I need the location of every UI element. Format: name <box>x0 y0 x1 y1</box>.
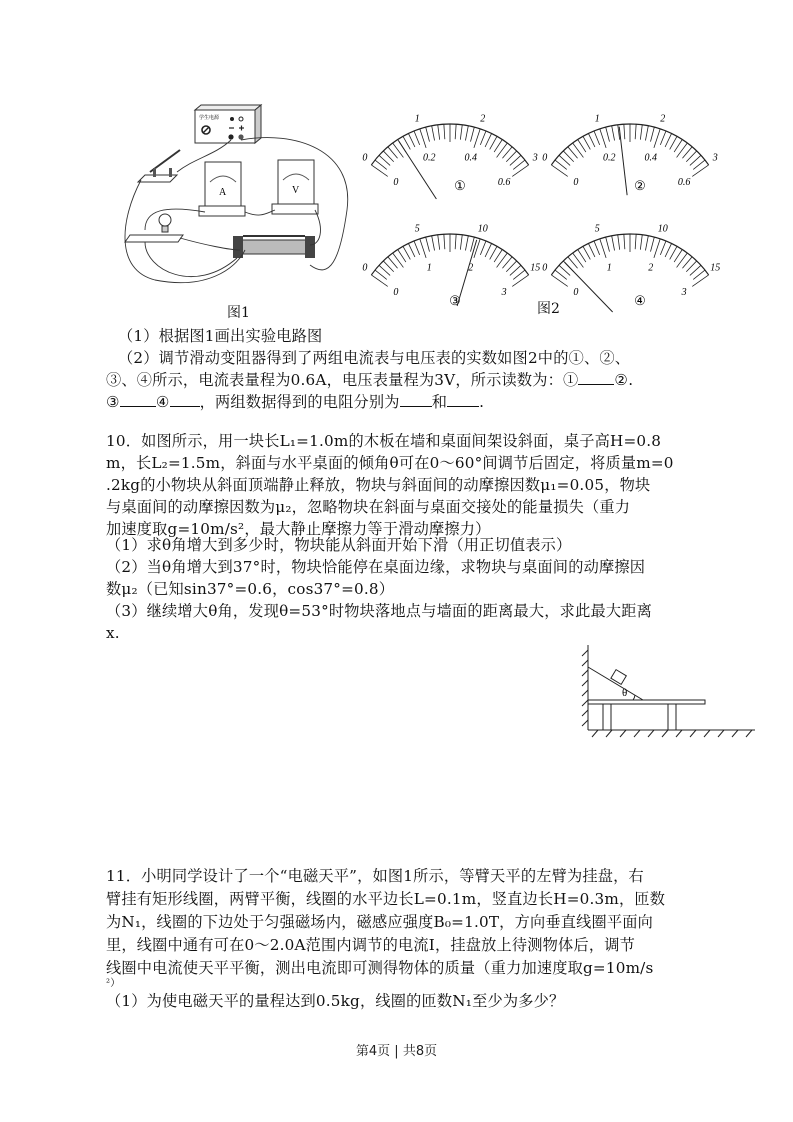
dial-tick <box>618 235 620 250</box>
dial-tick <box>512 275 528 286</box>
dial-top-label: 1 <box>594 113 600 125</box>
dial-tick <box>490 246 497 259</box>
q11-line-6: ²） <box>106 978 121 989</box>
dial-needle <box>565 262 613 312</box>
page-footer: 第4页 | 共8页 <box>355 1044 438 1059</box>
dial-tick <box>383 261 393 272</box>
dial-tick <box>665 243 671 257</box>
dial-tick <box>375 270 387 279</box>
dial-tick <box>512 165 528 176</box>
q9-line3-a: ③ <box>106 393 120 411</box>
rheostat <box>233 236 315 258</box>
dial-top-label: 0 <box>362 152 368 164</box>
q11-line-3: 为N₁，线圈的下边处于匀强磁场内，磁感应强度B₀=1.0T，方向垂直线圈平面向 <box>106 913 654 931</box>
dial-top-label: 0 <box>542 152 548 164</box>
dial-number-label: ③ <box>449 293 461 308</box>
dial-tick <box>375 160 387 169</box>
dial-tick <box>510 155 521 165</box>
dial-top-label: 5 <box>414 223 420 235</box>
dial-tick <box>692 165 708 176</box>
dial-tick <box>408 133 414 147</box>
dial-top-label: 2 <box>660 113 666 125</box>
q10-part3: （3）继续增大θ角，发现θ=53°时物块落地点与墙面的距离最大，求此最大距离 <box>106 602 653 620</box>
q10-part3-cont: x. <box>106 624 120 642</box>
dial-tick <box>494 139 502 152</box>
dial-tick <box>494 249 502 262</box>
dial-number-label: ① <box>454 178 466 193</box>
dial-tick <box>651 127 655 142</box>
q9-line2-text: ③、④所示，电流表量程为0.6A，电压表量程为3V，所示读数为：① <box>106 371 579 389</box>
dial-tick <box>455 124 456 139</box>
dial-tick <box>388 257 398 268</box>
dial-tick <box>588 133 594 147</box>
dial-tick <box>645 126 648 141</box>
voltmeter <box>272 160 318 214</box>
answer-blank-4[interactable] <box>170 392 200 407</box>
answer-blank-r1[interactable] <box>400 392 432 407</box>
dial-bottom-label: 1 <box>426 262 432 274</box>
dial-top-label: 5 <box>594 223 600 235</box>
dial-top-label: 0 <box>362 262 368 274</box>
dial-tick <box>686 151 696 162</box>
dial-tick <box>640 125 642 140</box>
dial-bottom-label: 0 <box>393 177 399 189</box>
dial-top-label: 10 <box>657 223 668 235</box>
dial-tick <box>594 131 600 145</box>
dial-bottom-label: 0 <box>573 177 579 189</box>
dial-tick <box>682 147 692 158</box>
dial-tick <box>612 236 615 251</box>
dial-bottom-label: 1 <box>606 262 612 274</box>
q9-part2-line3 <box>106 391 484 413</box>
bulb <box>125 214 183 242</box>
dial-tick <box>606 127 610 142</box>
dial-tick <box>640 235 642 250</box>
dial-tick <box>444 234 445 249</box>
dial-tick <box>455 234 456 249</box>
dial-tick <box>670 246 677 259</box>
dial-tick <box>559 155 570 165</box>
angle-theta-label: θ <box>622 687 628 699</box>
dial-tick <box>645 236 648 251</box>
dial-tick <box>612 126 615 141</box>
q10-line-4: 与桌面间的动摩擦因数为μ₂，忽略物块在斜面与桌面交接处的能量损失（重力 <box>106 498 631 516</box>
dial-needle <box>399 141 437 199</box>
dial-tick <box>692 275 708 286</box>
dial-tick <box>606 237 610 252</box>
switch <box>138 150 180 182</box>
q9-line3-b: ④ <box>155 393 170 411</box>
dial-needle <box>619 127 627 196</box>
q11-line-2: 臂挂有矩形线圈，两臂平衡，线圈的水平边长L=0.1m，竖直边长H=0.3m，匝数 <box>106 890 666 908</box>
dial-tick <box>502 257 512 268</box>
dial-tick <box>420 239 426 258</box>
q10-part1: （1）求θ角增大到多少时，物块能从斜面开始下滑（用正切值表示） <box>106 536 572 554</box>
dial-top-label: 15 <box>530 262 541 274</box>
ground-hatching <box>592 730 752 737</box>
dial-tick <box>578 249 586 262</box>
dial-tick <box>371 165 387 176</box>
q9-part2-line2 <box>106 369 633 391</box>
dial-tick <box>465 126 468 141</box>
dial-tick <box>594 241 600 255</box>
figure-2-caption: 图2 <box>537 301 560 317</box>
q9-line2-text-b: ②. <box>614 371 634 389</box>
q11-line-5: 线圈中电流使天平平衡，测出电流即可测得物体的质量（重力加速度取g=10m/s <box>106 959 654 977</box>
q9-line3-e: . <box>479 393 485 411</box>
dial-tick <box>551 275 567 286</box>
dial-tick <box>438 125 440 140</box>
dial-bottom-label: 3 <box>501 287 507 299</box>
dial-tick <box>490 136 497 149</box>
dial-tick <box>568 147 578 158</box>
dial-bottom-label: 0.4 <box>464 152 478 164</box>
dial-tick <box>651 237 655 252</box>
dial-top-label: 3 <box>712 152 718 164</box>
dial-tick <box>583 136 590 149</box>
power-supply <box>195 105 261 143</box>
dial-tick <box>693 160 705 169</box>
dial-tick <box>408 243 414 257</box>
dial-tick <box>513 270 525 279</box>
dial-tick <box>383 151 393 162</box>
dial-tick <box>686 261 696 272</box>
dial-tick <box>670 136 677 149</box>
dial-tick <box>600 239 606 258</box>
dial-tick <box>432 126 435 141</box>
dial-tick <box>674 139 682 152</box>
dial-tick <box>600 129 606 148</box>
dial-top-label: 3 <box>532 152 538 164</box>
meter-dial-3 <box>362 223 540 308</box>
dial-bottom-label: 3 <box>681 287 687 299</box>
voltmeter-letter: V <box>292 185 300 196</box>
ammeter-letter: A <box>219 187 227 198</box>
dial-tick <box>460 125 462 140</box>
wall-hatching <box>582 650 588 726</box>
q11-line-4: 里，线圈中通有可在0～2.0A范围内调节的电流I，挂盘放上待测物体后，调节 <box>106 936 635 954</box>
dial-number-label: ② <box>634 178 646 193</box>
dial-tick <box>485 243 491 257</box>
dial-tick <box>379 265 390 275</box>
dial-tick <box>506 261 516 272</box>
dial-tick <box>371 275 387 286</box>
dial-tick <box>426 237 430 252</box>
table-top <box>588 700 705 704</box>
dial-tick <box>690 155 701 165</box>
dial-bottom-label: 2 <box>468 262 474 274</box>
dial-tick <box>420 129 426 148</box>
dial-tick <box>551 165 567 176</box>
dial-tick <box>460 235 462 250</box>
q10-line-2: m，长L₂=1.5m，斜面与水平桌面的倾角θ可在0～60°间调节后固定，将质量m=0 <box>106 454 674 472</box>
dial-tick <box>654 129 660 148</box>
dial-tick <box>555 270 567 279</box>
dial-tick <box>635 234 636 249</box>
figure-1-circuit <box>115 100 368 300</box>
meter-dial-2 <box>542 113 717 195</box>
dial-top-label: 10 <box>477 223 488 235</box>
dial-tick <box>398 249 406 262</box>
dial-tick <box>693 270 705 279</box>
dial-bottom-label: 2 <box>648 262 654 274</box>
dial-number-label: ④ <box>634 293 646 308</box>
dial-tick <box>583 246 590 259</box>
dial-tick <box>379 155 390 165</box>
dial-tick <box>665 133 671 147</box>
dial-tick <box>513 160 525 169</box>
dial-tick <box>502 147 512 158</box>
dial-tick <box>438 235 440 250</box>
dial-tick <box>674 249 682 262</box>
q9-line3-c: ，两组数据得到的电阻分别为 <box>199 393 400 411</box>
q9-part1: （1）根据图1画出实验电路图 <box>118 327 323 345</box>
figure-1-caption: 图1 <box>227 305 250 321</box>
answer-blank-r2[interactable] <box>447 392 479 407</box>
ammeter <box>199 162 245 216</box>
q10-part2-cont: 数μ₂（已知sin37°=0.6，cos37°=0.8） <box>106 580 395 598</box>
dial-bottom-label: 0.4 <box>644 152 658 164</box>
meter-dial-1 <box>362 113 537 199</box>
dial-tick <box>480 241 486 255</box>
dial-tick <box>510 265 521 275</box>
dial-bottom-label: 0.2 <box>422 152 436 164</box>
dial-tick <box>682 257 692 268</box>
answer-blank-1[interactable] <box>578 370 614 385</box>
dial-top-label: 2 <box>480 113 486 125</box>
dial-tick <box>480 131 486 145</box>
dial-tick <box>624 234 625 249</box>
dial-tick <box>465 236 468 251</box>
power-supply-label: 学生电源 <box>199 116 220 121</box>
dial-top-label: 0 <box>542 262 548 274</box>
dial-bottom-label: 0.2 <box>602 152 616 164</box>
dial-top-label: 1 <box>414 113 420 125</box>
dial-tick <box>588 243 594 257</box>
dial-tick <box>690 265 701 275</box>
dial-bottom-label: 0.6 <box>677 177 691 189</box>
q10-part2: （2）当θ角增大到37°时，物块恰能停在桌面边缘，求物块与桌面间的动摩擦因 <box>106 558 646 576</box>
dial-tick <box>660 131 666 145</box>
dial-tick <box>624 124 625 139</box>
q10-figure-incline <box>570 640 760 745</box>
q9-line3-d: 和 <box>431 393 448 411</box>
q10-line-3: .2kg的小物块从斜面顶端静止释放，物块与斜面间的动摩擦因数μ₁=0.05，物块 <box>106 476 651 494</box>
meter-dial-4 <box>542 223 720 312</box>
dial-tick <box>635 124 636 139</box>
q10-line-1: 10．如图所示，用一块长L₁=1.0m的木板在墙和桌面间架设斜面，桌子高H=0.8 <box>106 432 662 450</box>
dial-top-label: 15 <box>710 262 721 274</box>
dial-tick <box>403 246 410 259</box>
dial-tick <box>444 124 445 139</box>
dial-tick <box>555 160 567 169</box>
q9-part2-line1: （2）调节滑动变阻器得到了两组电流表与电压表的实数如图2中的①、②、 <box>118 349 631 367</box>
figure-2-meters <box>362 95 730 320</box>
dial-bottom-label: 0 <box>573 287 579 299</box>
q11-line-1: 11．小明同学设计了一个“电磁天平”，如图1所示，等臂天平的左臂为挂盘，右 <box>106 867 644 885</box>
q11-part1: （1）为使电磁天平的量程达到0.5kg，线圈的匝数N₁至少为多少？ <box>106 992 565 1010</box>
dial-tick <box>506 151 516 162</box>
dial-tick <box>432 236 435 251</box>
dial-bottom-label: 0.6 <box>497 177 511 189</box>
dial-tick <box>578 139 586 152</box>
dial-tick <box>654 239 660 258</box>
dial-tick <box>485 133 491 147</box>
dial-tick <box>426 127 430 142</box>
dial-tick <box>414 131 420 145</box>
dial-tick <box>388 147 398 158</box>
dial-tick <box>471 127 475 142</box>
dial-tick <box>414 241 420 255</box>
dial-tick <box>474 239 480 258</box>
answer-blank-3[interactable] <box>120 392 156 407</box>
dial-bottom-label: 0 <box>393 287 399 299</box>
dial-tick <box>403 136 410 149</box>
q10-line-5: 加速度取g=10m/s²，最大静止摩擦力等于滑动摩擦力） <box>106 520 491 538</box>
dial-tick <box>474 129 480 148</box>
dial-tick <box>660 241 666 255</box>
dial-tick <box>563 151 573 162</box>
